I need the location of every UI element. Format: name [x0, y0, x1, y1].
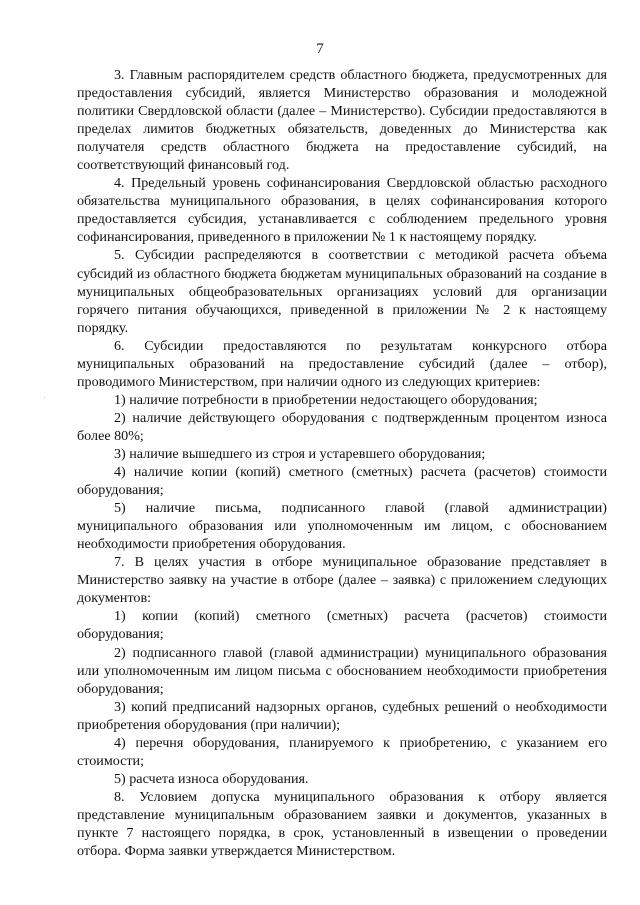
paragraph-3: 3. Главным распорядителем средств областного бюджета, предусмотренных для предоставления субсидий, является Министерство образования и молодежной политики Свердловской области (далее – Министерство). Субсидии предоставляются в пределах лимитов бюджетных обязательств, доведенных до Министерства как получателя средств областного бюджета на предоставление субсидий, на соответствующий финансовый год. [77, 67, 607, 174]
page-number: 7 [316, 41, 324, 57]
paragraph-4: 4. Предельный уровень софинансирования Свердловской областью расходного обязательства муниципального образования, в целях софинансирования которого предоставляется субсидия, устанавливается с соблюдением предельного уровня софинансирования, приведенного в приложении № 1 к настоящему порядку. [77, 175, 607, 246]
paragraph-5: 5. Субсидии распределяются в соответствии с методикой расчета объема субсидий из областного бюджета бюджетам муниципальных образований на создание в муниципальных общеобразовательных организациях условий для организации горячего питания обучающихся, приведенной в приложении № 2 к настоящему порядку. [77, 247, 607, 336]
document-body [77, 66, 607, 860]
paragraph-8: 8. Условием допуска муниципального образования к отбору является представление муниципальным образованием заявки и документов, указанных в пункте 7 настоящего порядка, в срок, установленный в извещении о проведении отбора. Форма заявки утверждается Министерством. [77, 788, 607, 860]
paragraph-6-item-5: 5) наличие письма, подписанного главой (главой администрации) муниципального образования или уполномоченным им лицом, с обоснованием необходимости приобретения оборудования. [77, 500, 607, 553]
paragraph-6-item-2: 2) наличие действующего оборудования с подтвержденным процентом износа более 80%; [77, 409, 607, 444]
paragraph-6-item-3: 3) наличие вышедшего из строя и устаревшего оборудования; [114, 445, 486, 462]
paragraph-7-item-3: 3) копий предписаний надзорных органов, судебных решений о необходимости приобретения оборудования (при наличии); [77, 698, 607, 733]
paragraph-6-item-1: 1) наличие потребности в приобретении недостающего оборудования; [114, 391, 538, 408]
margin-mark [44, 397, 45, 398]
paragraph-6: 6. Субсидии предоставляются по результатам конкурсного отбора муниципальных образований на предоставление субсидий (далее – отбор), проводимого Министерством, при наличии одного из следующих критериев: [77, 337, 607, 390]
paragraph-7-item-4: 4) перечня оборудования, планируемого к приобретению, с указанием его стоимости; [77, 734, 607, 769]
paragraph-7-item-5: 5) расчета износа оборудования. [114, 770, 309, 787]
paragraph-7-item-2: 2) подписанного главой (главой администрации) муниципального образования или уполномоченным им лицом письма с обоснованием необходимости приобретения оборудования; [77, 644, 607, 697]
paragraph-7-item-1: 1) копии (копий) сметного (сметных) расчета (расчетов) стоимости оборудования; [77, 608, 607, 643]
paragraph-6-item-4: 4) наличие копии (копий) сметного (сметных) расчета (расчетов) стоимости оборудования; [77, 464, 607, 499]
paragraph-7: 7. В целях участия в отборе муниципальное образование представляет в Министерство заявку на участие в отборе (далее – заявка) с приложением следующих документов: [77, 554, 607, 607]
